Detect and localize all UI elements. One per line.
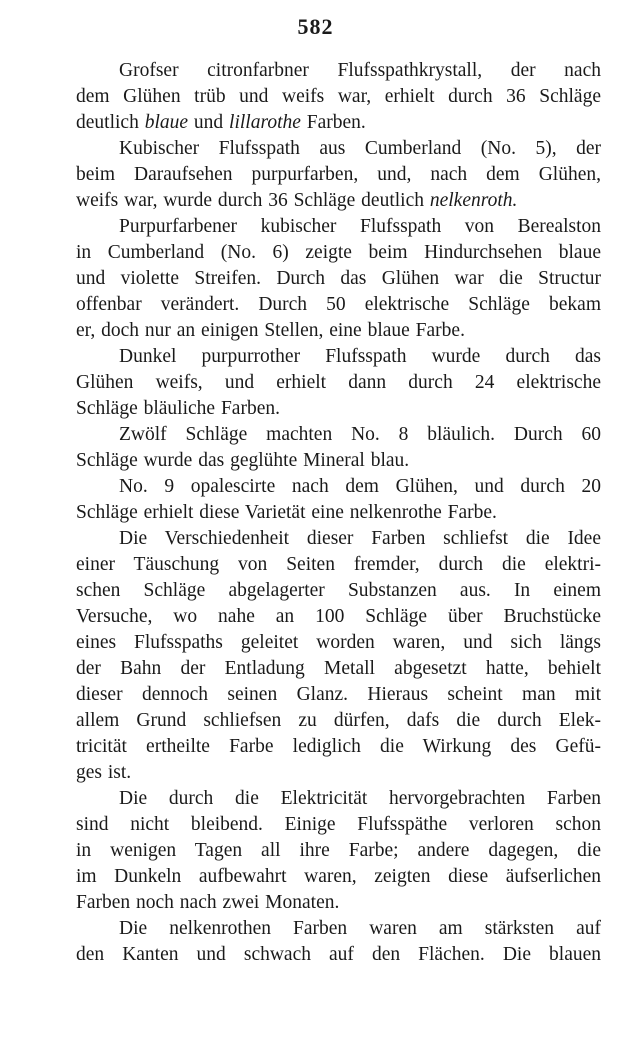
text-line: Farben noch nach zwei Monaten.	[76, 892, 340, 913]
paragraph	[76, 474, 601, 526]
text-line: schen Schläge abgelagerter Substanzen aus. In einem	[76, 580, 601, 601]
text-segment: deutlich	[76, 112, 145, 133]
paragraph	[76, 344, 601, 422]
paragraph	[76, 214, 601, 344]
text-line: Die Verschiedenheit dieser Farben schliefst die Idee	[119, 528, 601, 549]
text-segment: weifs war, wurde durch 36 Schläge deutlich	[76, 190, 430, 211]
italic-term: blaue	[144, 112, 189, 133]
body-text	[76, 58, 601, 968]
text-line: der Bahn der Entladung Metall abgesetzt hatte, behielt	[76, 658, 601, 679]
paragraph	[76, 526, 601, 786]
paragraph	[76, 58, 601, 136]
text-line: sind nicht bleibend. Einige Flufsspäthe verloren schon	[76, 814, 601, 835]
text-line: den Kanten und schwach auf den Flächen. Die blauen	[76, 944, 601, 965]
text-line: Grofser citronfarbner Flufsspathkrystall, der nach	[119, 60, 601, 81]
text-line: er, doch nur an einigen Stellen, eine blaue Farbe.	[76, 320, 465, 341]
text-line: Kubischer Flufsspath aus Cumberland (No. 5), der	[119, 138, 601, 159]
paragraph	[76, 786, 601, 916]
text-line: im Dunkeln aufbewahrt waren, zeigten diese äufserlichen	[76, 866, 601, 887]
text-line: beim Daraufsehen purpurfarben, und, nach dem Glühen,	[76, 164, 601, 185]
text-line: und violette Streifen. Durch das Glühen war die Structur	[76, 268, 601, 289]
text-segment: und	[188, 112, 230, 133]
text-line: allem Grund schliefsen zu dürfen, dafs die durch Elek-	[76, 710, 601, 731]
text-segment: Farben.	[300, 112, 366, 133]
text-line	[76, 188, 601, 214]
text-line: Die nelkenrothen Farben waren am stärksten auf	[119, 918, 601, 939]
page-number: 582	[297, 14, 334, 39]
text-line: Die durch die Elektricität hervorgebrachten Farben	[119, 788, 601, 809]
text-line: Schläge wurde das geglühte Mineral blau.	[76, 450, 410, 471]
text-line: einer Täuschung von Seiten fremder, durch die elektri-	[76, 554, 601, 575]
text-line: in Cumberland (No. 6) zeigte beim Hindurchsehen blaue	[76, 242, 601, 263]
text-line: Dunkel purpurrother Flufsspath wurde durch das	[119, 346, 601, 367]
text-line: ges ist.	[76, 762, 132, 783]
text-line: tricität ertheilte Farbe lediglich die Wirkung des Gefü-	[76, 736, 601, 757]
paragraph	[76, 916, 601, 968]
text-line	[76, 110, 601, 136]
text-line: eines Flufsspaths geleitet worden waren, und sich längs	[76, 632, 601, 653]
text-line: offenbar verändert. Durch 50 elektrische Schläge bekam	[76, 294, 601, 315]
text-line: in wenigen Tagen all ihre Farbe; andere dagegen, die	[76, 840, 601, 861]
text-line: No. 9 opalescirte nach dem Glühen, und durch 20	[119, 476, 601, 497]
text-line: dieser dennoch seinen Glanz. Hieraus scheint man mit	[76, 684, 601, 705]
text-line: Schläge bläuliche Farben.	[76, 398, 280, 419]
text-line: Zwölf Schläge machten No. 8 bläulich. Durch 60	[119, 424, 601, 445]
italic-term: lillarothe	[229, 112, 301, 133]
text-line: Schläge erhielt diese Varietät eine nelkenrothe Farbe.	[76, 502, 497, 523]
text-line: Purpurfarbener kubischer Flufsspath von Berealston	[119, 216, 601, 237]
text-line: Versuche, wo nahe an 100 Schläge über Bruchstücke	[76, 606, 601, 627]
italic-term: nelkenroth.	[429, 190, 518, 211]
text-line: dem Glühen trüb und weifs war, erhielt durch 36 Schläge	[76, 86, 601, 107]
text-line: Glühen weifs, und erhielt dann durch 24 elektrische	[76, 372, 601, 393]
paragraph	[76, 136, 601, 214]
paragraph	[76, 422, 601, 474]
